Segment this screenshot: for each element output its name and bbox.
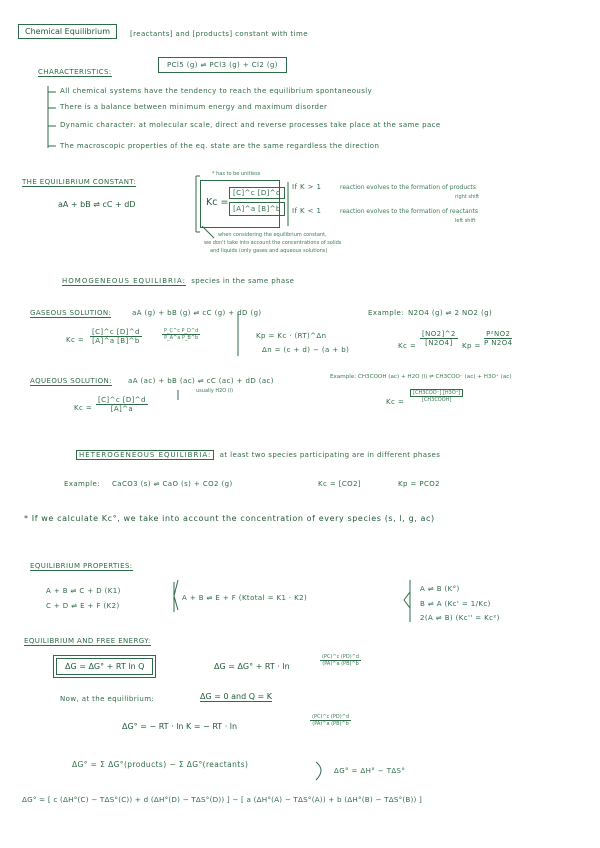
homogeneous-heading	[62, 277, 294, 285]
property-reaction-2: C + D ⇌ E + F (K2)	[46, 602, 120, 610]
gibbs-equilibrium-condition: ΔG = 0 and Q = K	[200, 692, 273, 701]
kc-label: Kc =	[206, 197, 229, 208]
page-subtitle: [reactants] and [products] constant with time	[130, 30, 308, 38]
homogeneous-desc: species in the same phase	[191, 277, 295, 285]
gaseous-label: GASEOUS SOLUTION:	[30, 309, 112, 317]
homogeneous-heading-text: HOMOGENEOUS EQUILIBRIA:	[62, 277, 186, 285]
gibbs-standard-fraction	[310, 714, 351, 727]
heterogeneous-desc: at least two species participating are in different phases	[219, 451, 441, 459]
kc-gaseous-denominator: [A]^a [B]^b	[92, 337, 140, 345]
page-title: Chemical Equilibrium	[18, 24, 117, 39]
kc2-numerator: [CH3COO⁻] [H3O⁺]	[410, 389, 463, 397]
delta-n: Δn = (c + d) − (a + b)	[262, 346, 350, 354]
heterogeneous-example-label: Example:	[64, 480, 100, 488]
property-p1: A ⇌ B (K°)	[420, 585, 460, 593]
condition-2-rhs: reaction evolves to the formation of reactants	[340, 208, 479, 215]
gibbs-standard: ΔG° = − RT · ln K = − RT · ln	[122, 722, 238, 731]
kc-gaseous-numerator: [C]^c [D]^d	[92, 328, 140, 336]
kp-small-denominator: P_A^a P_B^b	[164, 335, 199, 341]
heterogeneous-kp: Kp = PCO2	[398, 480, 441, 488]
condition-1-lhs: If K > 1	[292, 183, 322, 191]
kc2-label: Kc =	[386, 398, 405, 406]
gaseous-reaction: aA (g) + bB (g) ⇌ cC (g) + dD (g)	[132, 309, 262, 317]
gibbs-standard-numerator: (PC)^c (PD)^d	[312, 714, 350, 720]
constant-reaction: aA + bB ⇌ cC + dD	[58, 200, 136, 209]
kp-example-label: Kp =	[462, 342, 481, 350]
gibbs-standard-denominator: (PA)^a (PB)^b	[312, 721, 349, 727]
kc-numerator: [C]^c [D]^d	[229, 187, 285, 199]
kp-small-numerator: P_C^c P_D^d	[164, 328, 199, 334]
gaseous-example-label: Example:	[368, 309, 404, 317]
constant-note-bottom: when considering the equilibrium constant,	[218, 232, 327, 238]
heterogeneous-heading-text: HETEROGENEOUS EQUILIBRIA:	[76, 450, 214, 460]
kp-relation: Kp = Kc · (RT)^Δn	[256, 332, 327, 340]
characteristics-heading: CHARACTERISTICS:	[38, 68, 112, 76]
aqueous-reaction: aA (ac) + bB (ac) ⇌ cC (ac) + dD (ac)	[128, 377, 274, 385]
gibbs-expanded-fraction	[320, 654, 361, 667]
characteristic-item: Dynamic character: at molecular scale, direct and reverse processes take place at the same pace	[60, 121, 441, 129]
kc-example-denominator: [N2O4]	[425, 339, 453, 347]
gibbs-heading: EQUILIBRIUM AND FREE ENERGY:	[24, 637, 151, 645]
property-sum: A + B ⇌ E + F (Ktotal = K1 · K2)	[182, 594, 308, 602]
constant-note-top: * has to be unitless	[212, 171, 261, 177]
kc-box	[200, 180, 280, 228]
gibbs-final: ΔG° = [ c (ΔH°(C) − TΔS°(C)) + d (ΔH°(D) − TΔS°(D)) ] − [ a (ΔH°(A) − TΔS°(A)) + b (ΔH°(B) − TΔS°(B)) ]	[22, 795, 423, 804]
condition-2-lhs: If K < 1	[292, 207, 322, 215]
kc2-fraction	[410, 389, 463, 403]
gibbs-enthalpy-entropy: ΔG° = ΔH° − TΔS°	[334, 767, 406, 775]
gibbs-sum: ΔG° = Σ ΔG°(products) − Σ ΔG°(reactants)	[72, 760, 249, 769]
kc-example-fraction	[420, 330, 458, 347]
kc-gaseous-label: Kc =	[66, 336, 85, 344]
kc-aqueous-denominator: [A]^a	[110, 405, 134, 413]
gibbs-expanded: ΔG = ΔG° + RT · ln	[214, 662, 290, 671]
heterogeneous-heading	[76, 451, 440, 459]
kc-example-label: Kc =	[398, 342, 417, 350]
property-reaction-1: A + B ⇌ C + D (K1)	[46, 587, 121, 595]
constant-note-bottom: and liquids (only gases and aqueous solutions)	[210, 248, 328, 254]
kc-fraction	[229, 187, 285, 216]
kp-example-fraction	[484, 330, 513, 347]
kc2-denominator: [CH3COOH]	[421, 397, 452, 403]
gibbs-boxed: ΔG = ΔG° + RT ln Q	[56, 658, 153, 675]
aqueous-note: usually H2O (l)	[196, 388, 234, 394]
kp-example-numerator: P²NO2	[486, 330, 511, 338]
characteristic-item: There is a balance between minimum energy and maximum disorder	[60, 103, 328, 111]
kc-aqueous-numerator: [C]^c [D]^d	[98, 396, 146, 404]
gibbs-expanded-numerator: (PC)^c (PD)^d	[322, 654, 360, 660]
heterogeneous-example-reaction: CaCO3 (s) ⇌ CaO (s) + CO2 (g)	[112, 480, 233, 488]
aqueous-label: AQUEOUS SOLUTION:	[30, 377, 112, 385]
constant-note-bottom: we don't take into account the concentrations of solids	[204, 240, 342, 246]
condition-2-direction: left shift	[455, 218, 476, 224]
properties-heading: EQUILIBRIUM PROPERTIES:	[30, 562, 133, 570]
constant-heading: THE EQUILIBRIUM CONSTANT:	[22, 178, 137, 186]
kp-example-denominator: P N2O4	[484, 339, 513, 347]
species-note: * If we calculate Kc°, we take into account the concentration of every species (s, l, g, ac)	[24, 514, 435, 523]
kc-aqueous-fraction	[96, 396, 148, 413]
gaseous-example-reaction: N2O4 (g) ⇌ 2 NO2 (g)	[408, 309, 493, 317]
kc-aqueous-label: Kc =	[74, 404, 93, 412]
heterogeneous-kc: Kc = [CO2]	[318, 480, 362, 488]
gibbs-expanded-denominator: (PA)^a (PB)^b	[322, 661, 359, 667]
kc-denominator: [A]^a [B]^b	[229, 202, 285, 216]
gibbs-now: Now, at the equilibrium:	[60, 695, 155, 703]
aqueous-example: Example: CH3COOH (ac) + H2O (l) ⇌ CH3COO⁻ (ac) + H3O⁺ (ac)	[330, 374, 512, 380]
kp-small-fraction	[162, 328, 200, 341]
condition-1-rhs: reaction evolves to the formation of products	[340, 184, 476, 191]
kc-gaseous-fraction	[90, 328, 142, 345]
reaction-box: PCl5 (g) ⇌ PCl3 (g) + Cl2 (g)	[158, 57, 287, 73]
kc-example-numerator: [NO2]^2	[422, 330, 456, 338]
characteristic-item: All chemical systems have the tendency to reach the equilibrium spontaneously	[60, 87, 373, 95]
property-p3: 2(A ⇌ B) (Kc'' = Kc²)	[420, 614, 500, 622]
property-p2: B ⇌ A (Kc' = 1/Kc)	[420, 600, 491, 608]
characteristic-item: The macroscopic properties of the eq. state are the same regardless the direction	[60, 142, 380, 150]
condition-1-direction: right shift	[455, 194, 480, 200]
